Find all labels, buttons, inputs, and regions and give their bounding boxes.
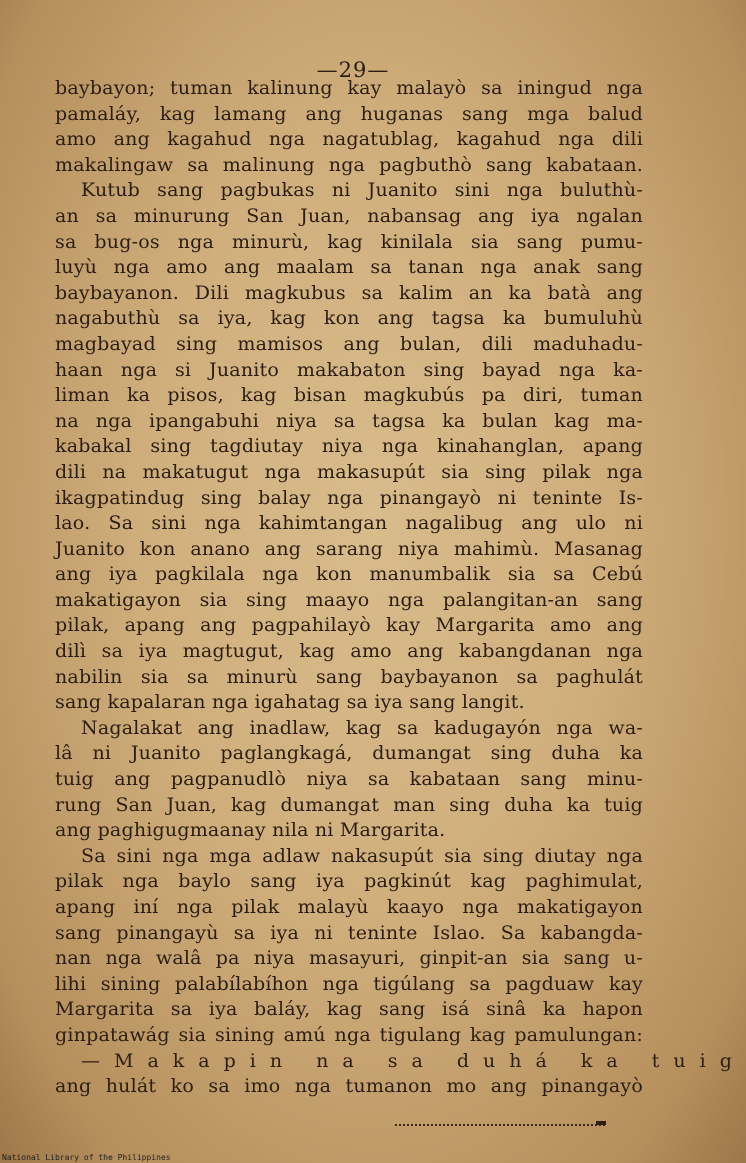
text-line: pilak, apang ang pagpahilayò kay Margarita amo ang [55, 614, 643, 637]
text-line: ginpatawág sia sining amú nga tigulang kag pamulungan: [55, 1023, 643, 1046]
text-line: ang iya pagkilala nga kon manumbalik sia sa Cebú [55, 563, 643, 586]
text-line: Juanito kon anano ang sarang niya mahimù. Masanag [55, 537, 643, 560]
page-number: —29— [316, 58, 390, 82]
text-line: nagabuthù sa iya, kag kon ang tagsa ka bumuluhù [55, 307, 643, 330]
text-line: ang paghigugmaanay nila ni Margarita. [55, 819, 446, 842]
text-line: amo ang kagahud nga nagatublag, kagahud nga dili [55, 128, 643, 151]
text-line: liman ka pisos, kag bisan magkubús pa diri, tuman [55, 384, 643, 407]
text-line: ang hulát ko sa imo nga tumanon mo ang pinangayò [55, 1075, 643, 1098]
text-line: luyù nga amo ang maalam sa tanan nga anak sang [55, 256, 643, 279]
text-line: Nagalakat ang inadlaw, kag sa kadugayón nga wa- [81, 716, 643, 739]
text-line: nabilin sia sa minurù sang baybayanon sa paghulát [55, 665, 643, 688]
text-line: an sa minurung San Juan, nabansag ang iya ngalan [55, 204, 643, 227]
text-line: makalingaw sa malinung nga pagbuthò sang kabataan. [55, 153, 643, 176]
text-line: sa bug-os nga minurù, kag kinilala sia sang pumu- [55, 230, 643, 253]
end-rule-mark [596, 1121, 606, 1125]
text-line: lihi sining palabílabíhon nga tigúlang sa pagduaw kay [55, 972, 643, 995]
text-line: tuig ang pagpanudlò niya sa kabataan sang minu- [55, 768, 643, 791]
text-line: sang pinangayù sa iya ni teninte Islao. Sa kabangda- [55, 921, 643, 944]
text-line: haan nga si Juanito makabaton sing bayad nga ka- [55, 358, 643, 381]
text-line: dili na makatugut nga makasupút sia sing pilak nga [55, 460, 643, 483]
text-line: ikagpatindug sing balay nga pinangayò ni teninte Is- [55, 486, 643, 509]
text-line: Margarita sa iya baláy, kag sang isá sinâ ka hapon [55, 998, 643, 1021]
body-text [55, 76, 746, 1100]
end-rule [395, 1124, 605, 1126]
text-line: na nga ipangabuhi niya sa tagsa ka bulan kag ma- [55, 409, 643, 432]
text-line: baybayanon. Dili magkubus sa kalim an ka batà ang [55, 281, 643, 304]
text-line: sang kapalaran nga igahatag sa iya sang langit. [55, 691, 525, 714]
text-line: —Makapin na sa duhá ka tuig [81, 1049, 746, 1072]
text-line: nan nga walâ pa niya masayuri, ginpit-an sia sang u- [55, 947, 643, 970]
text-line: dilì sa iya magtugut, kag amo ang kabangdanan nga [55, 640, 643, 663]
text-line: Sa sini nga mga adlaw nakasupút sia sing diutay nga [81, 844, 643, 867]
text-line: lâ ni Juanito paglangkagá, dumangat sing duha ka [55, 742, 643, 765]
text-line: lao. Sa sini nga kahimtangan nagalibug ang ulo ni [55, 512, 643, 535]
text-line: rung San Juan, kag dumangat man sing duha ka tuig [55, 793, 643, 816]
text-line: baybayon; tuman kalinung kay malayò sa iningud nga [55, 77, 643, 99]
text-line: pilak nga baylo sang iya pagkinút kag paghimulat, [55, 870, 643, 893]
text-line: pamaláy, kag lamang ang huganas sang mga balud [55, 102, 643, 125]
text-line: magbayad sing mamisos ang bulan, dili maduhadu- [55, 332, 643, 355]
library-footer: National Library of the Philippines [2, 1153, 171, 1162]
text-line: kabakal sing tagdiutay niya nga kinahanglan, apang [55, 435, 643, 458]
text-line: apang iní nga pilak malayù kaayo nga makatigayon [55, 896, 643, 918]
text-line: Kutub sang pagbukas ni Juanito sini nga buluthù- [81, 179, 643, 202]
text-line: makatigayon sia sing maayo nga palangitan-an sang [55, 588, 643, 611]
